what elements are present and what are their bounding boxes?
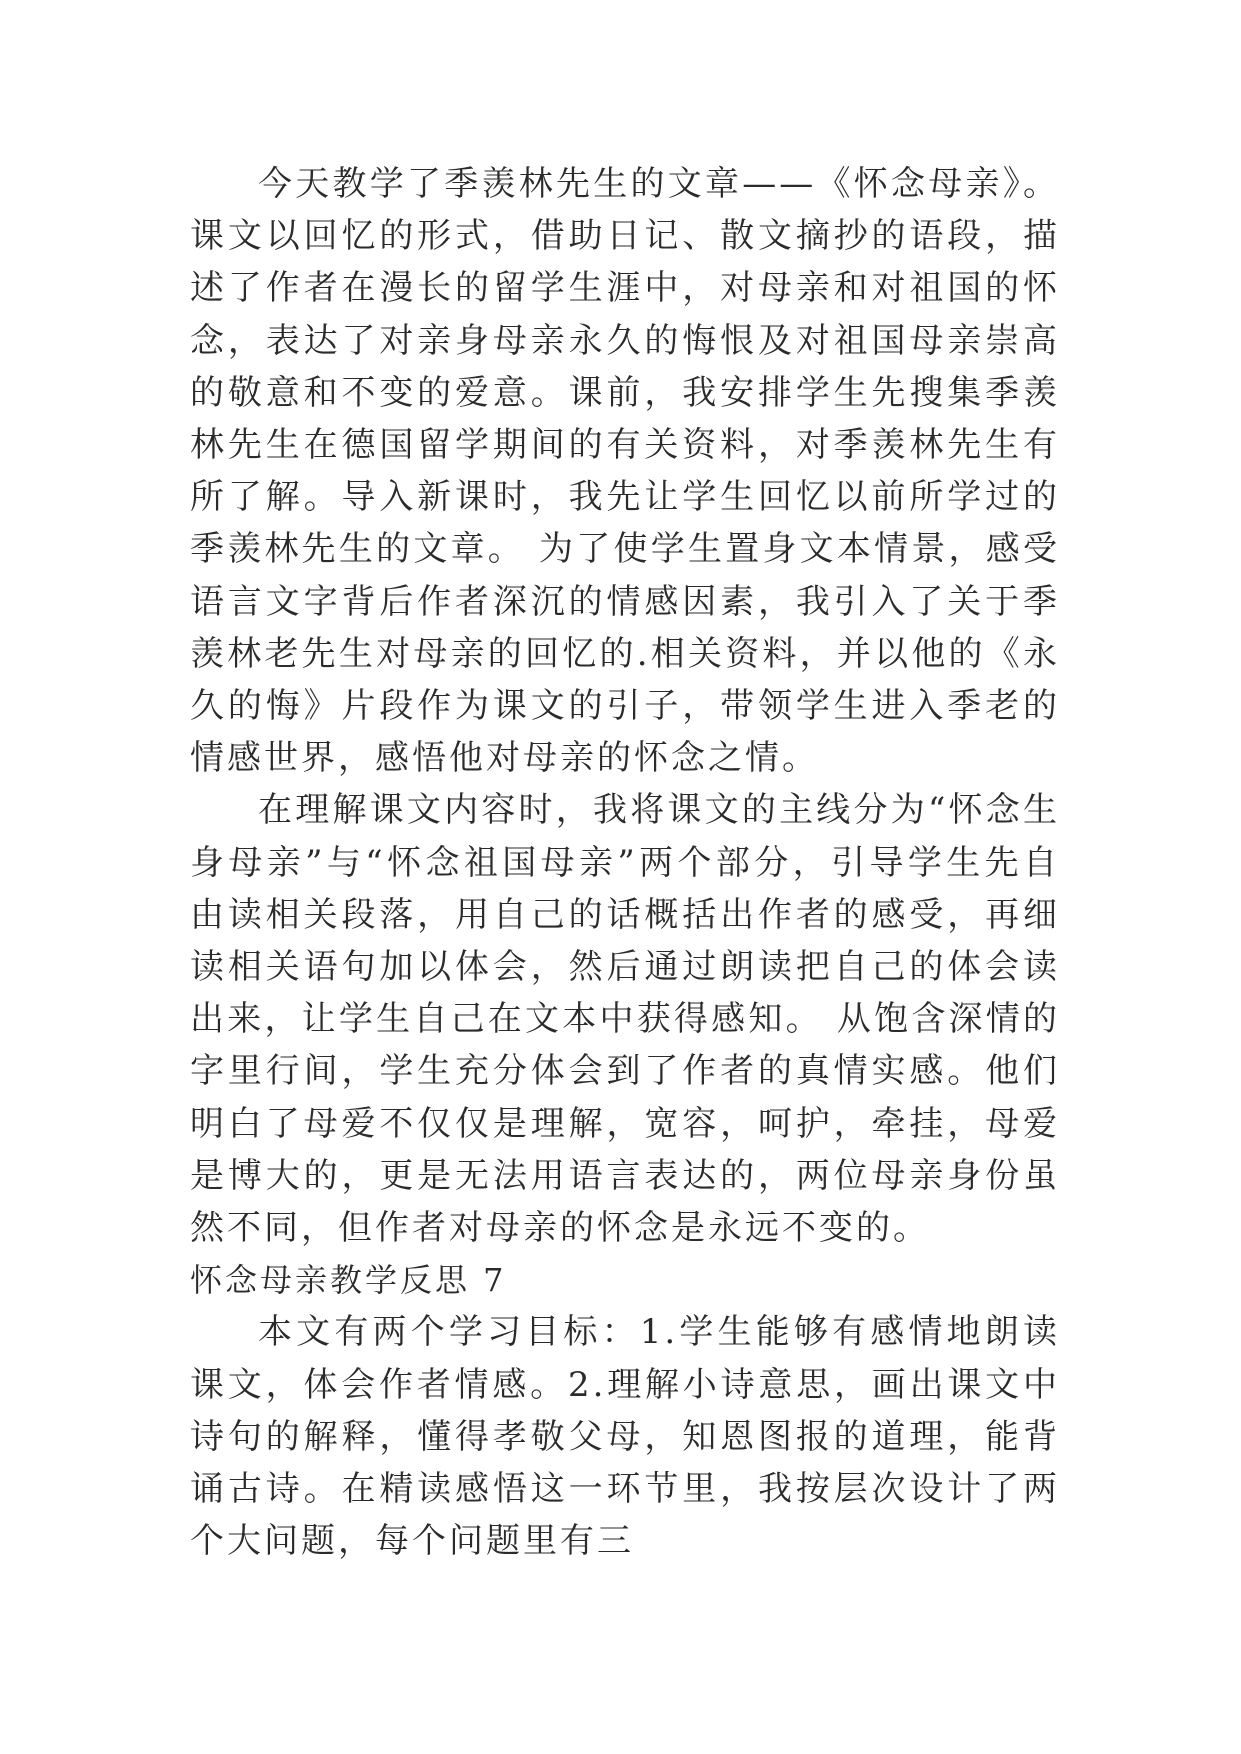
paragraph-goals: 本文有两个学习目标：1.学生能够有感情地朗读课文，体会作者情感。2.理解小诗意思，画出课文中诗句的解释，懂得孝敬父母，知恩图报的道理，能背诵古诗。在精读感悟这一环节里，我按层次设计了两个大问题，每个问题里有三 — [190, 1312, 1060, 1562]
section-heading: 怀念母亲教学反思 7 — [190, 1261, 507, 1300]
document-body — [190, 158, 1060, 1567]
paragraph-intro: 今天教学了季羡林先生的文章——《怀念母亲》。课文以回忆的形式，借助日记、散文摘抄的语段，描述了作者在漫长的留学生涯中，对母亲和对祖国的怀念，表达了对亲身母亲永久的悔恨及对祖国母亲崇高的敬意和不变的爱意。课前，我安排学生先搜集季羡林先生在德国留学期间的有关资料，对季羡林先生有所了解。导入新课时，我先让学生回忆以前所学过的季羡林先生的文章。 为了使学生置身文本情景，感受语言文字背后作者深沉的情感因素，我引入了关于季羡林老先生对母亲的回忆的.相关资料，并以他的《永久的悔》片段作为课文的引子，带领学生进入季老的情感世界，感悟他对母亲的怀念之情。 — [190, 164, 1060, 779]
paragraph-understanding: 在理解课文内容时，我将课文的主线分为“怀念生身母亲”与“怀念祖国母亲”两个部分，引导学生先自由读相关段落，用自己的话概括出作者的感受，再细读相关语句加以体会，然后通过朗读把自己的体会读出来，让学生自己在文本中获得感知。 从饱含深情的字里行间，学生充分体会到了作者的真情实感。他们明白了母爱不仅仅是理解，宽容，呵护，牵挂，母爱是博大的，更是无法用语言表达的，两位母亲身份虽然不同，但作者对母亲的怀念是永远不变的。 — [190, 790, 1060, 1249]
